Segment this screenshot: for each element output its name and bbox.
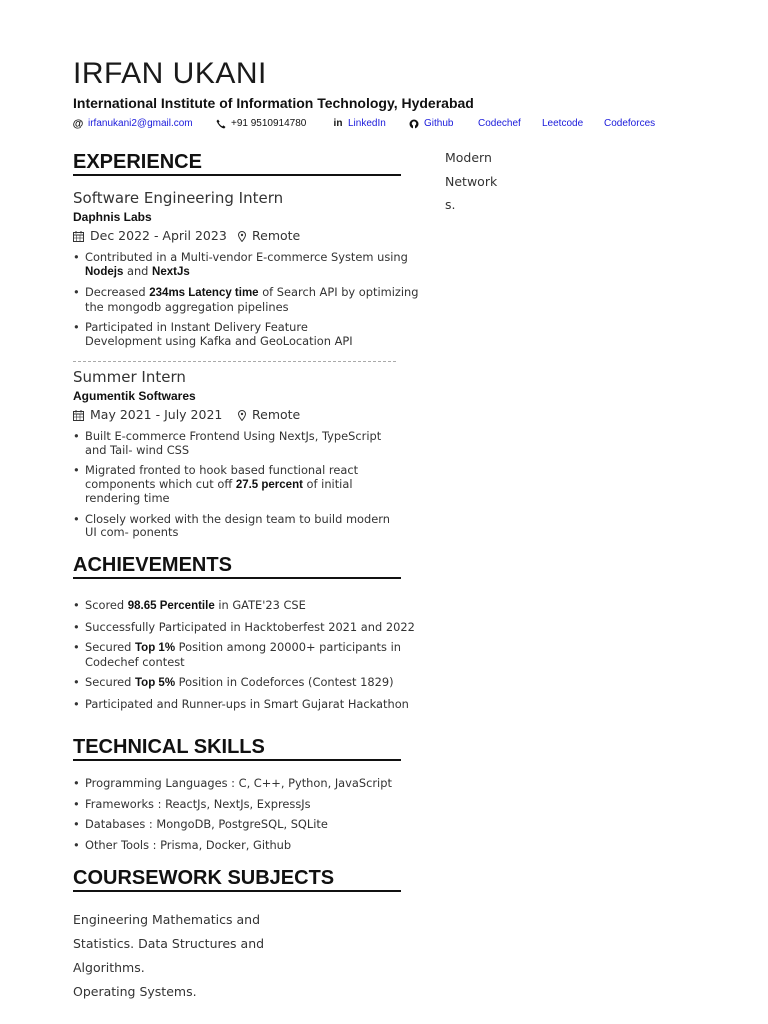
job-location [238,228,300,244]
job-meta [73,407,301,423]
list-item: • Successfully Participated in Hacktoberfest 2021 and 2022 [73,621,418,635]
job-dates: Dec 2022 - April 2023 [90,228,227,243]
leetcode-link[interactable]: Leetcode [542,118,584,129]
email-contact[interactable] [73,117,193,131]
coursework-line: Algorithms. [73,960,145,975]
job-location-text: Remote [252,228,301,243]
list-item: • Secured Top 1% Position among 20000+ participants in Codechef contest [73,641,418,669]
job-bullets [73,430,393,540]
github-icon [409,119,419,129]
experience-heading: EXPERIENCE [73,150,401,176]
list-item: • Participated in Instant Delivery Feature Development using Kafka and GeoLocation API [73,321,375,348]
achievements-list [73,599,418,711]
skills-heading: TECHNICAL SKILLS [73,735,401,761]
job-title: Summer Intern [73,368,186,386]
coursework-line: s. [445,197,456,212]
github-contact[interactable] [409,117,453,131]
list-item: • Secured Top 5% Position in Codeforces (Contest 1829) [73,676,418,691]
phone-contact [216,117,306,131]
company-name: Agumentik Softwares [73,389,196,403]
job-meta [73,228,301,244]
company-name: Daphnis Labs [73,210,152,224]
job-dates: May 2021 - July 2021 [90,407,223,422]
codechef-link[interactable]: Codechef [478,118,521,129]
email-link[interactable]: irfanukani2@gmail.com [88,118,193,129]
coursework-line: Modern [445,150,492,165]
coursework-text [73,908,264,1004]
linkedin-icon: in [333,118,343,129]
calendar-icon [73,231,84,242]
list-item: • Contributed in a Multi-vendor E-commerce System using Nodejs and NextJs [73,251,423,279]
coursework-line: Operating Systems. [73,984,197,999]
job-location-text: Remote [252,407,301,422]
list-item: • Decreased 234ms Latency time of Search API by optimizing the mongodb aggregation pipelines [73,286,423,314]
coursework-line: Network [445,173,498,189]
list-item: • Participated and Runner-ups in Smart Gujarat Hackathon [73,698,418,712]
coursework-overflow-text [445,146,525,217]
phone-number: +91 9510914780 [231,118,307,129]
coursework-line: Statistics. Data Structures and [73,936,265,951]
job-title: Software Engineering Intern [73,189,284,207]
skills-list [73,777,423,852]
codeforces-link[interactable]: Codeforces [604,118,656,129]
github-link[interactable]: Github [424,118,454,129]
list-item: • Databases : MongoDB, PostgreSQL, SQLite [73,818,423,832]
job-bullets [73,251,423,348]
leetcode-contact[interactable] [542,117,583,131]
divider [73,361,396,362]
linkedin-contact[interactable] [333,117,386,131]
coursework-heading: COURSEWORK SUBJECTS [73,866,401,892]
list-item: • Built E-commerce Frontend Using NextJs, TypeScript and Tail- wind CSS [73,430,393,457]
list-item: • Scored 98.65 Percentile in GATE'23 CSE [73,599,418,614]
job-location [238,407,300,423]
achievements-heading: ACHIEVEMENTS [73,553,401,579]
coursework-line: Engineering Mathematics and [73,912,261,927]
candidate-name: IRFAN UKANI [73,57,267,90]
map-marker-icon [238,231,246,242]
list-item: • Frameworks : ReactJs, NextJs, ExpressJs [73,798,423,812]
map-marker-icon [238,410,246,421]
linkedin-link[interactable]: LinkedIn [348,118,386,129]
codechef-contact[interactable] [478,117,521,131]
phone-icon [216,119,226,129]
institute-name: International Institute of Information Technology, Hyderabad [73,95,474,111]
list-item: • Programming Languages : C, C++, Python, JavaScript [73,777,423,791]
list-item: • Closely worked with the design team to build modern UI com- ponents [73,513,393,540]
list-item: • Migrated fronted to hook based functional react components which cut off 27.5 percent of initial rendering time [73,464,393,506]
at-icon: @ [72,118,84,130]
codeforces-contact[interactable] [604,117,655,131]
calendar-icon [73,410,84,421]
list-item: • Other Tools : Prisma, Docker, Github [73,839,423,853]
